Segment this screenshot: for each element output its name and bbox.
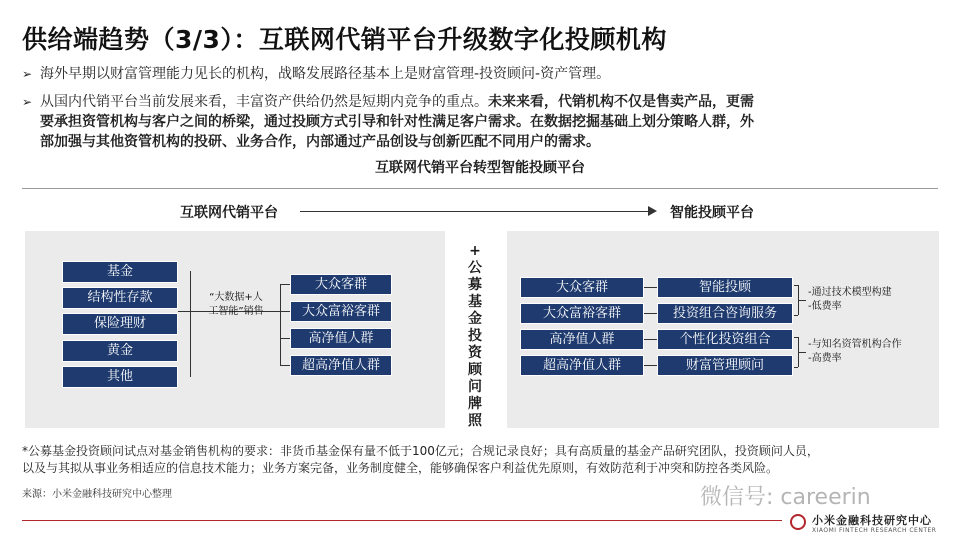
connector [644, 313, 657, 314]
channel-label-line2: 工智能”销售 [208, 306, 264, 317]
vertical-char: 基 [468, 294, 482, 310]
right-segment-uhnw: 超高净值人群 [520, 355, 644, 376]
right-segment-hnw: 高净值人群 [520, 329, 644, 350]
page-title: 供给端趋势（3/3）：互联网代销平台升级数字化投顾机构 [22, 25, 667, 54]
source-note: 来源：小米金融科技研究中心整理 [22, 489, 172, 500]
bullet-2-line3: 部加强与其他资管机构的投研、业务合作，内部通过产品创设与创新匹配不同用户的需求。 [40, 134, 600, 150]
bullet-2-line1-part1: 从国内代销平台当前发展来看，丰富资产供给仍然是短期内竞争的重点。 [40, 94, 488, 110]
bracket-left [190, 271, 191, 377]
bullet-1 [22, 64, 937, 84]
annotation-bottom-line1: -与知名资管机构合作 [808, 339, 902, 350]
license-vertical-label [463, 243, 487, 430]
bullet-arrow-icon: ➢ [22, 67, 33, 81]
left-panel [25, 231, 445, 428]
left-segment-mass-affluent: 大众富裕客群 [290, 301, 392, 322]
connector [794, 315, 798, 316]
logo-text-en: XIAOMI FINTECH RESEARCH CENTER [812, 527, 937, 534]
annotation-top-line1: -通过技术模型构建 [808, 287, 892, 298]
connector [794, 337, 798, 338]
footer-rule [22, 520, 782, 521]
product-structured-deposit: 结构性存款 [62, 287, 178, 309]
bullet-2-line2-part2: 。在数据挖掘基础上划分策略人群，外 [516, 114, 754, 130]
vertical-char: 金 [468, 311, 482, 327]
footnote-line2: 以及与其拟从事业务相适应的信息技术能力；业务方案完备，业务制度健全，能够确保客户利益优先原则，有效防范利于冲突和防控各类风险。 [22, 461, 779, 475]
annotation-bottom [808, 338, 938, 366]
right-segment-mass-affluent: 大众富裕客群 [520, 303, 644, 324]
bullet-2-line2-part1: 要承担资管机构与客户之间的桥梁，通过投顾方式引导和针对性满足客户需求 [40, 114, 516, 130]
vertical-char: 问 [468, 379, 482, 395]
connector [794, 367, 798, 368]
connector [280, 311, 290, 312]
right-section-label: 智能投顾平台 [670, 205, 754, 221]
bullet-2-line1-part2: 未来来看，代销机构不仅是售卖产品，更需 [488, 94, 754, 110]
vertical-char: 募 [468, 277, 482, 293]
annotation-top [808, 286, 938, 314]
connector [798, 352, 806, 353]
vertical-char: 牌 [468, 396, 482, 412]
bullet-1-text: 海外早期以财富管理能力见长的机构，战略发展路径基本上是财富管理-投资顾问-资产管理。 [40, 66, 611, 82]
right-panel [507, 231, 939, 428]
vertical-char: 资 [468, 345, 482, 361]
bracket-right [280, 284, 281, 366]
connector [178, 311, 190, 312]
watermark: 微信号: careerin [700, 485, 871, 510]
logo-text-cn: 小米金融科技研究中心 [812, 514, 932, 527]
left-segment-uhnw: 超高净值人群 [290, 355, 392, 376]
diagram-divider [22, 188, 938, 189]
connector [794, 285, 798, 286]
vertical-char: 照 [468, 413, 482, 429]
channel-label [193, 291, 279, 319]
connector [798, 300, 806, 301]
service-wealth-advisor: 财富管理顾问 [657, 355, 793, 376]
connector [644, 339, 657, 340]
service-personalized-portfolio: 个性化投资组合 [657, 329, 793, 350]
bullet-2 [22, 92, 937, 152]
annotation-top-line2: -低费率 [808, 301, 842, 312]
logo-icon [790, 514, 806, 530]
annotation-bottom-line2: -高费率 [808, 353, 842, 364]
footnote-line1: *公募基金投资顾问试点对基金销售机构的要求：非货币基金保有量不低于100亿元；合规记录良好；具有高质量的基金产品研究团队，投资顾问人员， [22, 444, 819, 458]
connector [644, 365, 657, 366]
left-segment-mass: 大众客群 [290, 274, 392, 295]
connector [280, 338, 290, 339]
product-gold: 黄金 [62, 340, 178, 362]
diagram-title: 互联网代销平台转型智能投顾平台 [375, 160, 585, 176]
vertical-char: 投 [468, 328, 482, 344]
vertical-char: + [469, 243, 481, 259]
product-other: 其他 [62, 366, 178, 388]
transform-arrow-line [300, 211, 650, 212]
product-insurance: 保险理财 [62, 313, 178, 335]
product-fund: 基金 [62, 261, 178, 283]
arrow-right-icon [648, 206, 657, 216]
connector [644, 287, 657, 288]
vertical-char: 公 [468, 260, 482, 276]
connector [280, 365, 290, 366]
service-robo-advisor: 智能投顾 [657, 277, 793, 298]
left-section-label: 互联网代销平台 [180, 205, 278, 221]
bullet-arrow-icon: ➢ [22, 95, 33, 109]
left-segment-hnw: 高净值人群 [290, 328, 392, 349]
service-portfolio-consulting: 投资组合咨询服务 [657, 303, 793, 324]
vertical-char: 顾 [468, 362, 482, 378]
right-segment-mass: 大众客群 [520, 277, 644, 298]
footnote [22, 443, 942, 477]
channel-label-line1: “大数据+人 [209, 292, 263, 303]
connector [280, 284, 290, 285]
